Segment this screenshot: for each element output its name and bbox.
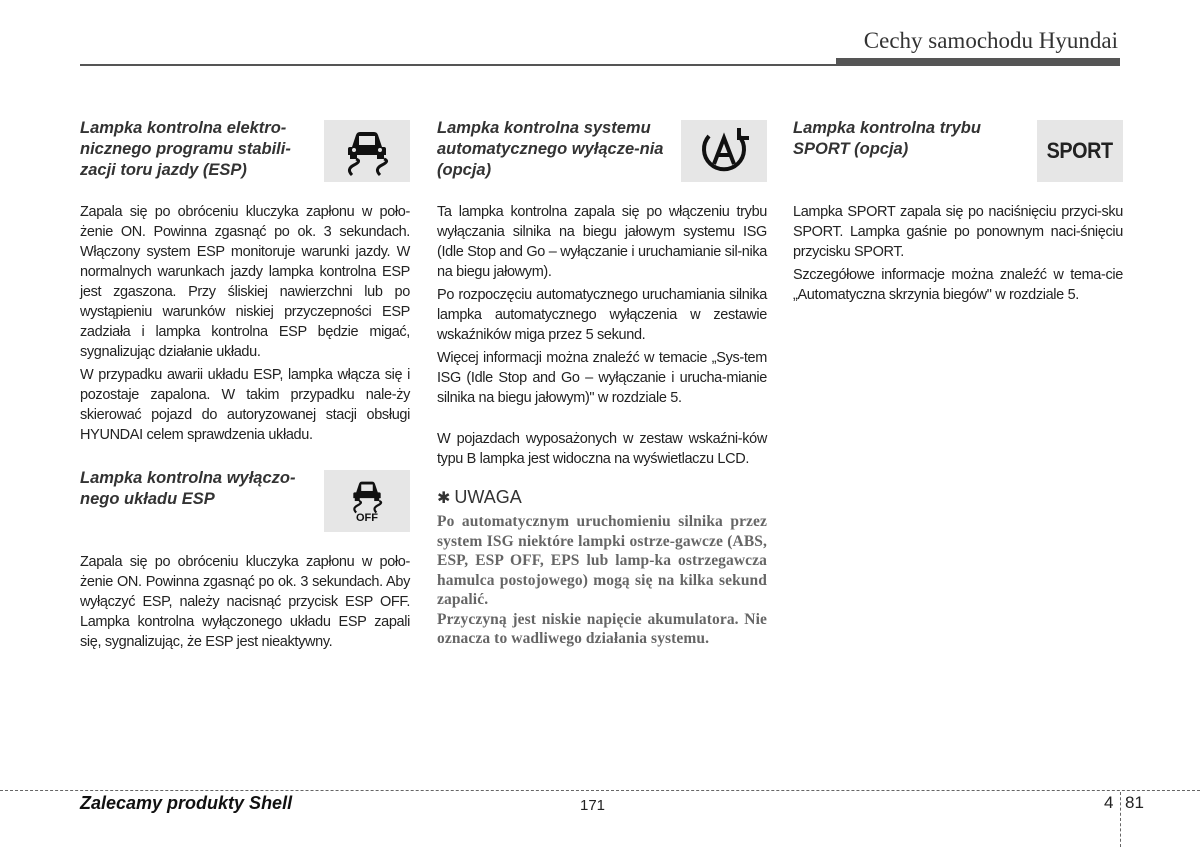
sport-section-header [793, 118, 1123, 182]
isg-section-title: Lampka kontrolna systemu automatycznego wyłącze-nia (opcja) [437, 119, 664, 179]
sport-indicator-label: SPORT [1047, 138, 1113, 163]
note-star-icon: ✱ [437, 489, 451, 507]
sport-paragraph-1: Lampka SPORT zapala się po naciśnięciu przyci-sku SPORT. Lampka gaśnie po ponownym naci-śnięciu przycisku SPORT. [793, 204, 1123, 260]
chapter-number: 4 [1104, 793, 1114, 812]
esp-section-header [80, 118, 410, 182]
note-paragraph-2: Przyczyną jest niskie napięcie akumulatora. Nie oznacza to wadliwego działania systemu. [437, 610, 767, 647]
footer-brand: Zalecamy produkty Shell [80, 793, 293, 813]
esp-car-skid-icon [342, 125, 392, 177]
note-paragraph-1: Po automatycznym uruchomieniu silnika przez system ISG niektóre lampki ostrze-gawcze (ABS, ESP, ESP OFF, EPS lub lamp-ka ostrzegawcza hamulca postojowego) mogą się na kilka sekund zapalić. [437, 513, 767, 608]
footer-rule [0, 790, 1200, 791]
isg-paragraph-1: Ta lampka kontrolna zapala się po włączeniu trybu wyłączania silnika na biegu jałowym systemu ISG (Idle Stop and Go – wyłączanie i uruchamianie sil-nika na biegu jałowym). [437, 204, 767, 280]
sport-section-title: Lampka kontrolna trybu SPORT (opcja) [793, 119, 981, 158]
note-heading-text: UWAGA [454, 487, 522, 507]
page-number: 171 [580, 797, 606, 814]
isg-indicator-box [681, 120, 767, 182]
esp-paragraph-2: W przypadku awarii układu ESP, lampka włącza się i pozostaje zapalona. W takim przypadku nale-ży skierować pojazd do autoryzowanej stacji obsługi HYUNDAI celem sprawdzenia układu. [80, 367, 410, 443]
column-3 [793, 118, 1123, 308]
sport-paragraph-2: Szczegółowe informacje można znaleźć w tema-cie „Automatyczna skrzynia biegów" w rozdziale 5. [793, 267, 1123, 303]
isg-paragraph-3: Więcej informacji można znaleźć w temacie „Sys-tem ISG (Idle Stop and Go – wyłączanie i urucha-mianie silnika na biegu jałowym)" w rozdziale 5. [437, 350, 767, 406]
header-rule [80, 64, 1120, 66]
esp-off-section-title: Lampka kontrolna wyłączo-nego układu ESP [80, 469, 296, 508]
note-heading [437, 487, 767, 508]
isg-paragraph-2: Po rozpoczęciu automatycznego uruchamiania silnika lampka automatycznego wyłączenia w zestawie wskaźników miga przez 5 sekund. [437, 287, 767, 343]
esp-off-indicator-box [324, 470, 410, 532]
page-header-title: Cechy samochodu Hyundai [863, 28, 1118, 53]
esp-off-section-header [80, 468, 410, 532]
esp-off-label: OFF [356, 512, 378, 524]
page-in-chapter: 81 [1125, 793, 1144, 812]
esp-off-paragraph-1: Zapala się po obróceniu kluczyka zapłonu w poło-żenie ON. Powinna zgasnąć po ok. 3 sekundach. Aby wyłączyć ESP, należy nacisnąć przycisk ESP OFF. Lampka kontrolna wyłączonego układu ESP zapali się, sygnalizując, że ESP jest nieaktywny. [80, 554, 410, 650]
esp-section-title: Lampka kontrolna elektro-nicznego programu stabili-zacji toru jazdy (ESP) [80, 119, 291, 179]
esp-off-icon [349, 478, 385, 514]
esp-paragraph-1: Zapala się po obróceniu kluczyka zapłonu w poło-żenie ON. Powinna zgasnąć po ok. 3 sekundach. Włączony system ESP monitoruje warunki jazdy. W normalnych warunkach jazdy lampka kontrolna ESP jest zgaszona. Przy śliskiej nawierzchni lub po wystąpieniu warunków niskiej przyczepności ESP zadziała i lampka kontrolna ESP będzie migać, sygnalizując działanie układu. [80, 204, 410, 360]
column-2 [437, 118, 767, 649]
esp-indicator-box [324, 120, 410, 182]
footer-vertical-rule [1120, 792, 1121, 847]
isg-extra-paragraph: W pojazdach wyposażonych w zestaw wskaźni-ków typu B lampka jest widoczna na wyświetlaczu LCD. [437, 431, 767, 467]
isg-section-header [437, 118, 767, 182]
column-1 [80, 118, 410, 655]
sport-indicator-box [1037, 120, 1123, 182]
auto-stop-a-icon [697, 124, 751, 178]
